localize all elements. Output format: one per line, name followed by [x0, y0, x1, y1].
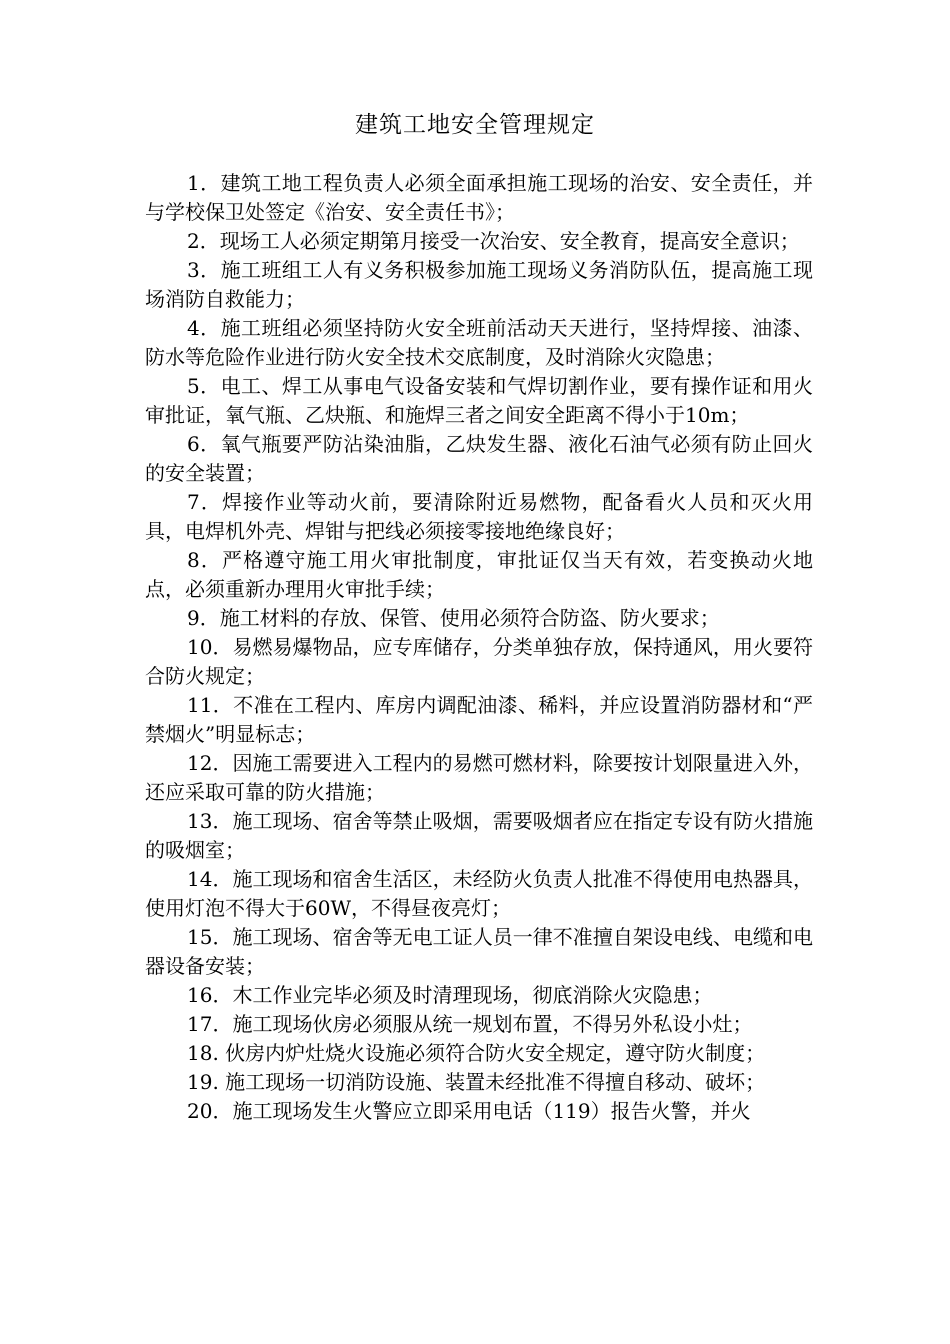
- rule-item-19: 19. 施工现场一切消防设施、装置未经批准不得擅自移动、破坏；: [187, 1070, 766, 1094]
- rule-item-1: 1．建筑工地工程负责人必须全面承担施工现场的治安、安全责任，并与学校保卫处签定《治安、安全责任书》；: [145, 171, 813, 224]
- rule-item-8: 8．严格遵守施工用火审批制度，审批证仅当天有效，若变换动火地点，必须重新办理用火审批手续；: [145, 548, 813, 601]
- rule-item-13: 13．施工现场、宿舍等禁止吸烟，需要吸烟者应在指定专设有防火措施的吸烟室；: [145, 809, 813, 862]
- rule-item-7: 7．焊接作业等动火前，要清除附近易燃物，配备看火人员和灭火用具，电焊机外壳、焊钳与把线必须接零接地绝缘良好；: [145, 490, 813, 543]
- document-body: [145, 169, 813, 1126]
- rule-item-10: 10．易燃易爆物品，应专库储存，分类单独存放，保持通风，用火要符合防火规定；: [145, 635, 813, 688]
- rule-item-5: 5．电工、焊工从事电气设备安装和气焊切割作业，要有操作证和用火审批证，氧气瓶、乙炔瓶、和施焊三者之间安全距离不得小于10m；: [145, 374, 813, 427]
- rule-item-20: 20．施工现场发生火警应立即采用电话（119）报告火警，并火: [187, 1099, 751, 1123]
- document-title: 建筑工地安全管理规定: [355, 112, 595, 138]
- rule-item-14: 14．施工现场和宿舍生活区，未经防火负责人批准不得使用电热器具，使用灯泡不得大于60W，不得昼夜亮灯；: [145, 867, 813, 920]
- rule-item-17: 17．施工现场伙房必须服从统一规划布置，不得另外私设小灶；: [187, 1012, 753, 1036]
- rule-item-9: 9．施工材料的存放、保管、使用必须符合防盗、防火要求；: [187, 606, 720, 630]
- rule-item-11: 11．不准在工程内、库房内调配油漆、稀料，并应设置消防器材和“严禁烟火”明显标志；: [145, 693, 813, 746]
- rule-item-2: 2．现场工人必须定期第月接受一次治安、安全教育，提高安全意识；: [187, 229, 800, 253]
- rule-item-16: 16．木工作业完毕必须及时清理现场，彻底消除火灾隐患；: [187, 983, 713, 1007]
- rule-item-4: 4．施工班组必须坚持防火安全班前活动天天进行，坚持焊接、油漆、防水等危险作业进行防火安全技术交底制度，及时消除火灾隐患；: [145, 316, 813, 369]
- rule-item-12: 12．因施工需要进入工程内的易燃可燃材料，除要按计划限量进入外，还应采取可靠的防火措施；: [145, 751, 813, 804]
- rule-item-15: 15．施工现场、宿舍等无电工证人员一律不准擅自架设电线、电缆和电器设备安装；: [145, 925, 813, 978]
- rule-item-3: 3．施工班组工人有义务积极参加施工现场义务消防队伍，提高施工现场消防自救能力；: [145, 258, 813, 311]
- rule-item-6: 6．氧气瓶要严防沾染油脂，乙炔发生器、液化石油气必须有防止回火的安全装置；: [145, 432, 813, 485]
- rule-item-18: 18. 伙房内炉灶烧火设施必须符合防火安全规定，遵守防火制度；: [187, 1041, 766, 1065]
